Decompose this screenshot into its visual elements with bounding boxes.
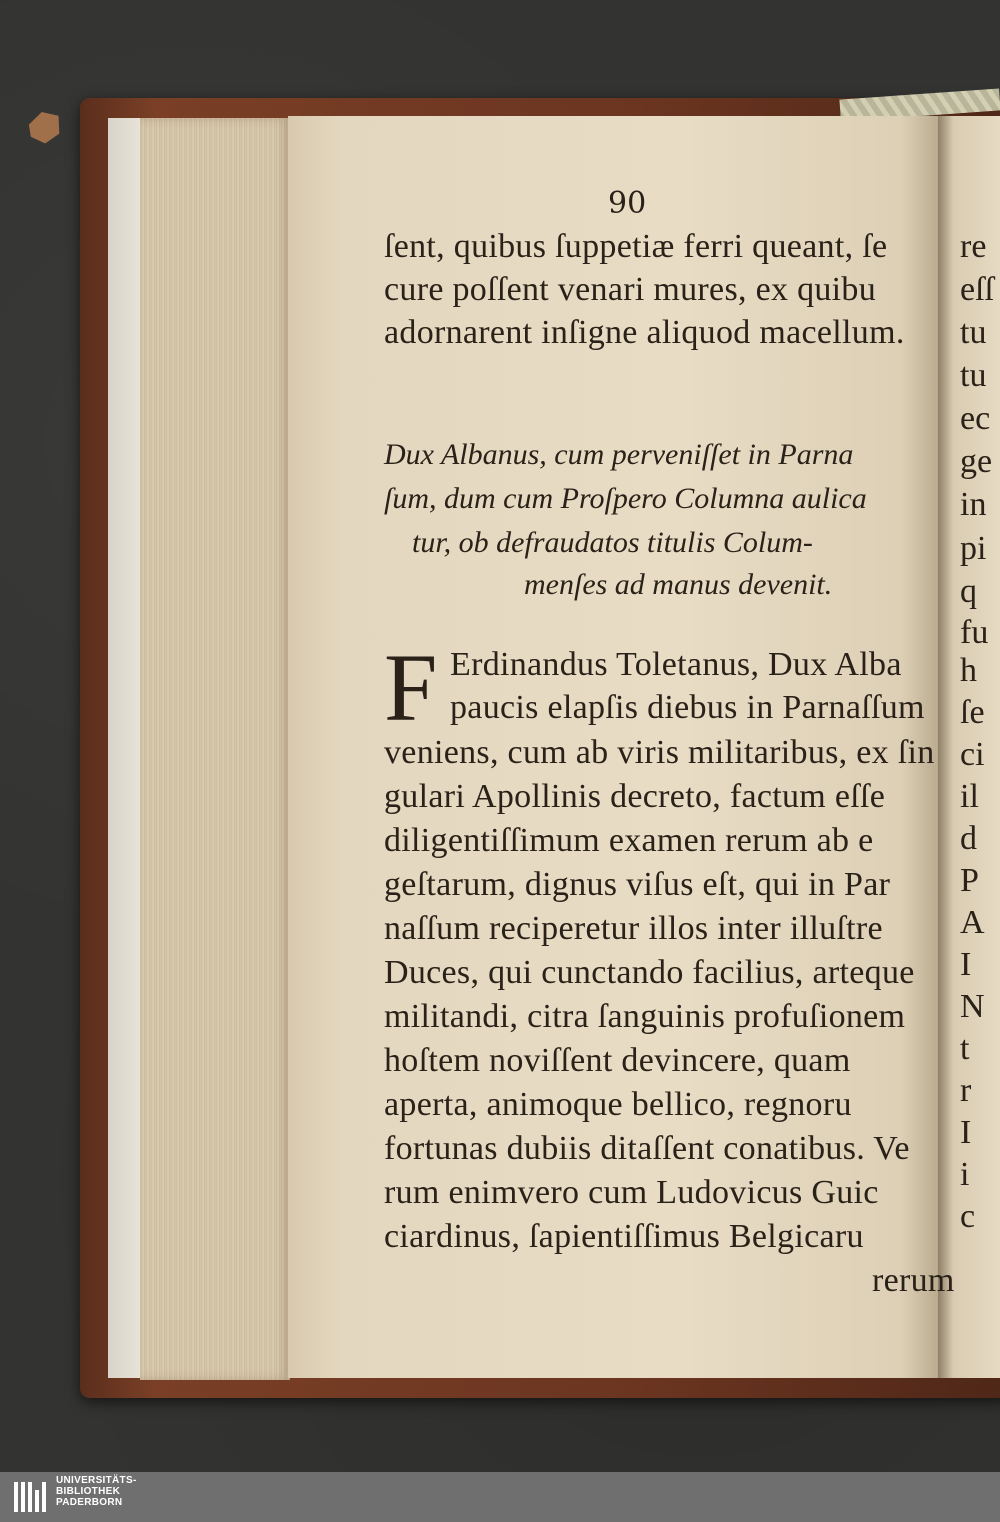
facing-page-fragment: q	[960, 573, 977, 610]
facing-page-fragment: il	[960, 778, 979, 815]
text-line: hoſtem noviſſent devincere, quam	[384, 1042, 851, 1079]
facing-page-fragment: I	[960, 946, 972, 983]
text-line: naſſum reciperetur illos inter illuſtre	[384, 910, 883, 947]
drop-cap: F	[384, 634, 438, 741]
text-line: fortunas dubiis ditaſſent conatibus. Ve	[384, 1130, 910, 1167]
facing-page-fragment: A	[960, 904, 985, 941]
text-line: cure poſſent venari mures, ex quibu	[384, 271, 877, 308]
text-line: adornarent inſigne aliquod macellum.	[384, 314, 905, 351]
facing-page-fragment: ge	[960, 443, 993, 480]
chapter-heading-line: Dux Albanus, cum perveniſſet in Parna	[384, 438, 854, 471]
text-line: ciardinus, ſapientiſſimus Belgicaru	[384, 1218, 864, 1255]
text-line: militandi, citra ſanguinis profuſionem	[384, 998, 906, 1035]
facing-page-fragment: h	[960, 652, 977, 689]
library-name-line: PADERBORN	[56, 1497, 123, 1508]
facing-page-fragment: in	[960, 486, 987, 523]
chapter-heading-line: ſum, dum cum Proſpero Columna aulica	[384, 482, 867, 515]
facing-page-fragment: ci	[960, 736, 985, 773]
page-number: 90	[608, 186, 647, 221]
text-line: aperta, animoque bellico, regnoru	[384, 1086, 852, 1123]
facing-page-fragment: N	[960, 988, 985, 1025]
facing-page-fragment: ec	[960, 400, 991, 437]
text-line: diligentiſſimum examen rerum ab e	[384, 822, 874, 859]
library-name-line: UNIVERSITÄTS-	[56, 1475, 137, 1486]
facing-page-fragment: tu	[960, 314, 987, 351]
text-line: gulari Apollinis decreto, factum eſſe	[384, 778, 886, 815]
facing-page-fragment: c	[960, 1198, 976, 1235]
facing-page-fragment: ſe	[960, 694, 985, 731]
facing-page-fragment: fu	[960, 614, 989, 651]
facing-page-fragment: P	[960, 862, 979, 899]
library-footer	[0, 1472, 1000, 1522]
facing-page-fragment: pi	[960, 530, 987, 567]
text-line: veniens, cum ab viris militaribus, ex ſin	[384, 734, 935, 771]
facing-page-fragment: r	[960, 1072, 972, 1109]
text-line: rum enimvero cum Ludovicus Guic	[384, 1174, 879, 1211]
leather-flake	[23, 106, 66, 148]
text-line: Duces, qui cunctando facilius, arteque	[384, 954, 915, 991]
chapter-heading-line: menſes ad manus devenit.	[524, 568, 833, 601]
chapter-heading-line: tur, ob defraudatos titulis Colum-	[412, 526, 813, 559]
facing-page-fragment: d	[960, 820, 977, 857]
facing-page-fragment: re	[960, 228, 987, 265]
facing-page-fragment: i	[960, 1156, 970, 1193]
facing-page-fragment: I	[960, 1114, 972, 1151]
text-line: geſtarum, dignus viſus eſt, qui in Par	[384, 866, 891, 903]
facing-page-fragment: t	[960, 1030, 970, 1067]
text-line: ſent, quibus ſuppetiæ ferri queant, ſe	[384, 228, 888, 265]
library-name-line: BIBLIOTHEK	[56, 1486, 121, 1497]
page-edges	[140, 118, 290, 1380]
library-logo-icon	[14, 1482, 46, 1512]
library-name	[56, 1475, 137, 1508]
text-line: Erdinandus Toletanus, Dux Alba	[450, 646, 902, 683]
catchword: rerum	[872, 1262, 955, 1299]
facing-page-fragment: eſſ	[960, 271, 994, 308]
facing-page-fragment: tu	[960, 357, 987, 394]
text-line: paucis elapſis diebus in Parnaſſum	[450, 689, 925, 726]
